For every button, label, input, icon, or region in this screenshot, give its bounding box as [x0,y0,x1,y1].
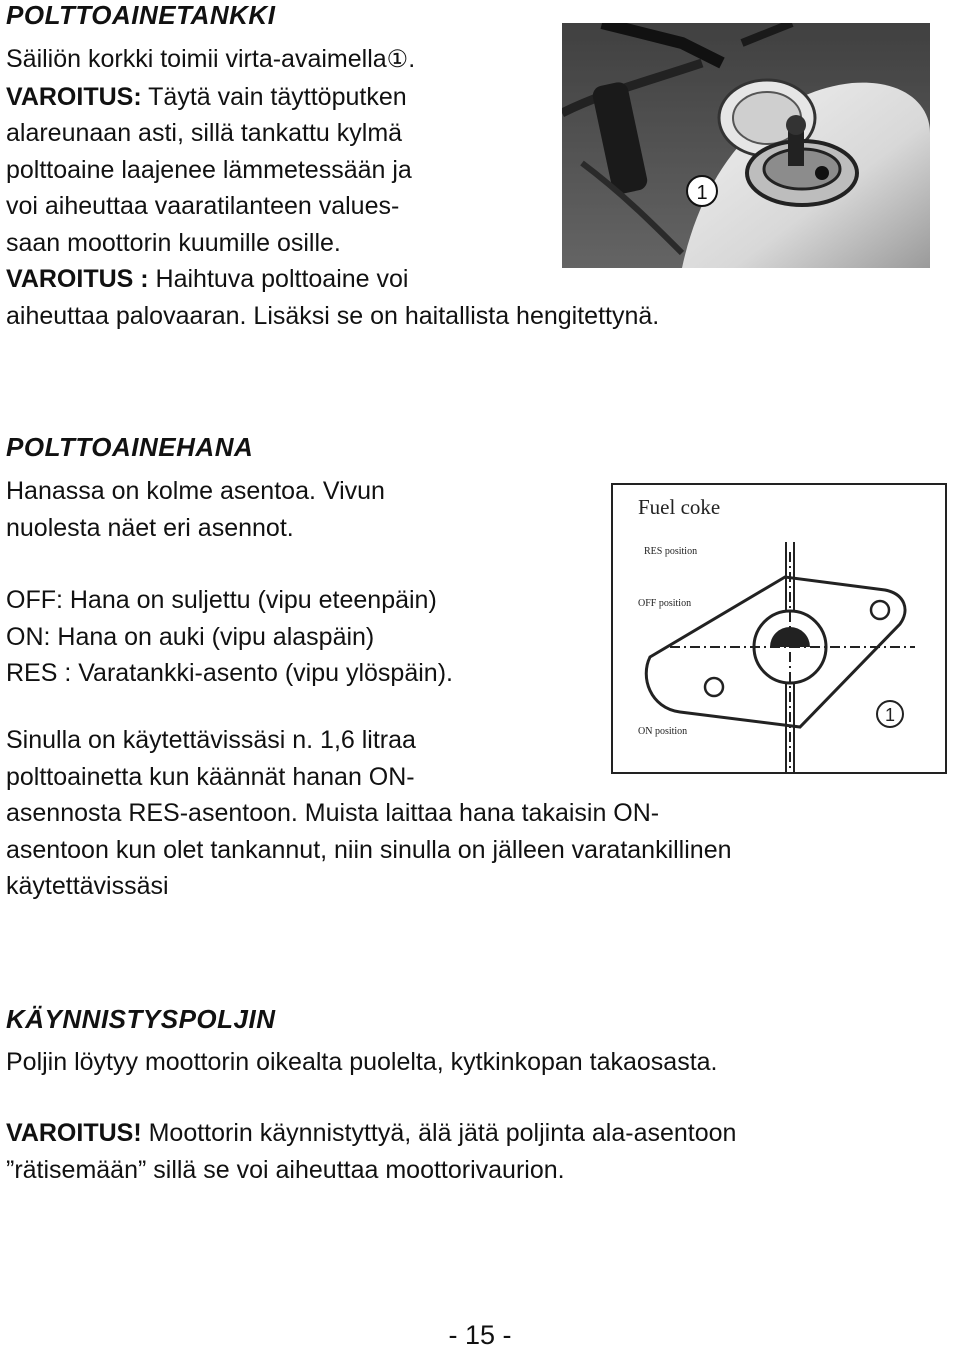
fuel-cock-heading: POLTTOAINEHANA [6,432,254,462]
fuel-tank-photo [562,23,930,268]
reserve-line-5: käytettävissäsi [6,872,169,900]
kickstart-line-3: ”rätisemään” sillä se voi aiheuttaa moottorivaurion. [6,1155,565,1184]
res-position-label: RES position [644,546,698,557]
fuel-tank-line-4: polttoaine laajenee lämmetessään ja [6,155,412,184]
fuel-tank-line-5: voi aiheuttaa vaaratilanteen values- [6,192,400,220]
fuel-tank-line-8: aiheuttaa palovaaran. Lisäksi se on haitallista hengitettynä. [6,301,660,330]
fuel-cock-diagram [610,482,948,775]
fuel-tank-line-1-end: . [408,45,416,73]
on-position-label: ON position [638,726,688,737]
position-off: OFF: Hana on suljettu (vipu eteenpäin) [6,586,437,614]
reserve-line-2: polttoainetta kun käännät hanan ON- [6,762,415,791]
fuel-tank-line-3: alareunaan asti, sillä tankattu kylmä [6,119,403,147]
warning-text: Moottorin käynnistyttyä, älä jätä poljinta ala-asentoon [141,1119,737,1147]
warning-label: VAROITUS! [6,1119,142,1147]
reserve-line-1: Sinulla on käytettävissäsi n. 1,6 litraa [6,726,416,754]
fuel-cock-positions [6,582,453,692]
warning-label: VAROITUS : [6,265,149,293]
fuel-cock-intro [6,473,385,546]
reserve-line-4: asentoon kun olet tankannut, niin sinulla on jälleen varatankillinen [6,835,732,864]
fuel-cock-intro-1: Hanassa on kolme asentoa. Vivun [6,477,385,505]
diagram-title: Fuel coke [638,495,721,519]
kickstart-text [6,1044,718,1081]
page-number: - 15 - [448,1320,512,1350]
fuel-tank-line-1-text: Säiliön korkki toimii virta-avaimella [6,45,387,73]
kickstart-heading: KÄYNNISTYSPOLJIN [6,1004,276,1034]
off-position-label: OFF position [638,598,692,609]
circled-one-marker: ① [386,46,409,73]
kickstart-warning-line [6,1115,736,1152]
kickstart-warning [6,1115,736,1188]
diagram-marker: 1 [884,705,896,725]
photo-marker: 1 [696,182,708,204]
position-on: ON: Hana on auki (vipu alaspäin) [6,622,375,651]
position-res: RES : Varatankki-asento (vipu ylöspäin). [6,659,453,687]
fuel-tank-heading: POLTTOAINETANKKI [6,0,276,30]
kickstart-line-1: Poljin löytyy moottorin oikealta puolelta, kytkinkopan takaosasta. [6,1048,718,1076]
reserve-line-3: asennosta RES-asentoon. Muista laittaa hana takaisin ON- [6,799,660,827]
fuel-cock-intro-2: nuolesta näet eri asennot. [6,513,294,542]
warning-label: VAROITUS: [6,82,142,111]
warning-text: Haihtuva polttoaine voi [148,265,409,293]
fuel-tank-line-6: saan moottorin kuumille osille. [6,228,341,257]
warning-text: Täytä vain täyttöputken [141,82,407,111]
